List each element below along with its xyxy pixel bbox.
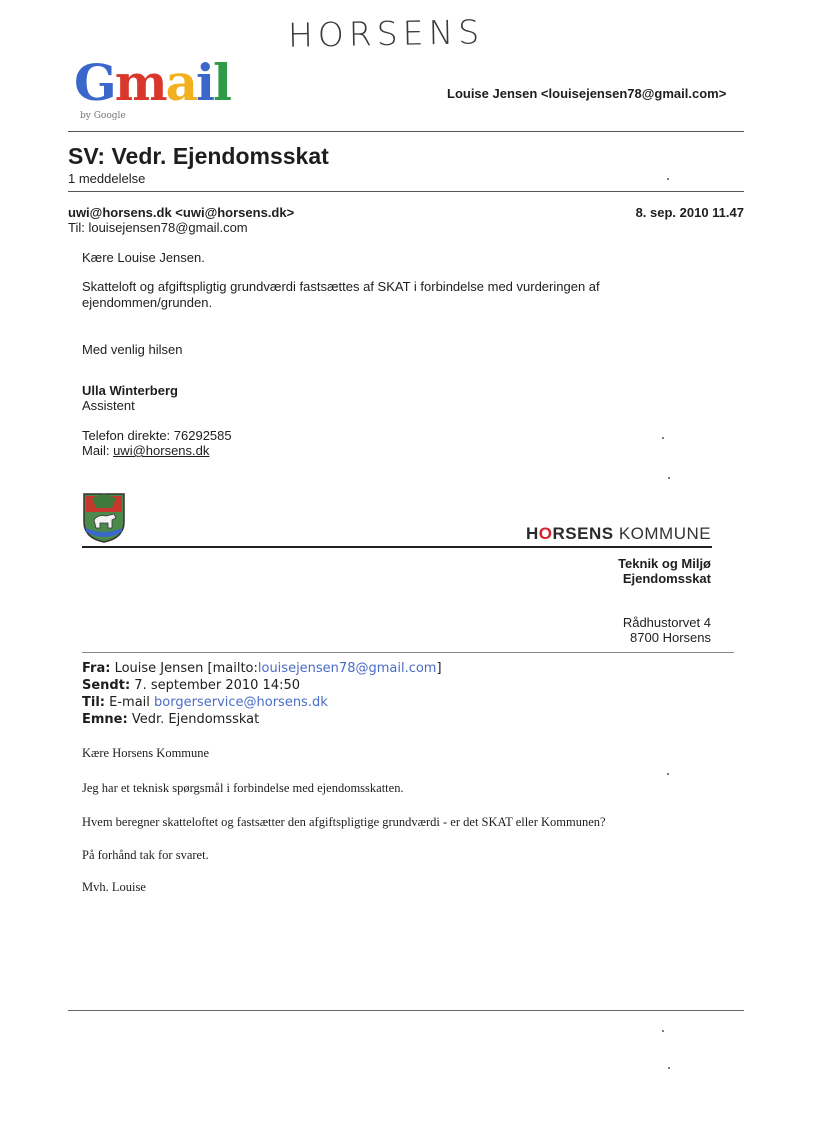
thread-subject: SV: Vedr. Ejendomsskat [68, 143, 329, 169]
gmail-letter-a: a [165, 53, 197, 112]
kommune-logo [526, 524, 711, 544]
quoted-from-row [82, 660, 442, 677]
scan-speck [668, 477, 670, 479]
recipient: Til: louisejensen78@gmail.com [68, 220, 248, 235]
quoted-sent-label: Sendt: [82, 678, 131, 693]
message-date: 8. sep. 2010 11.47 [635, 205, 744, 220]
gmail-letter-m: m [114, 53, 166, 112]
scan-speck [667, 178, 669, 180]
subject-divider [68, 191, 744, 192]
quoted-subject-row [82, 711, 442, 728]
quoted-to-row [82, 694, 442, 711]
gmail-letter-l: l [213, 53, 231, 112]
quote-divider [82, 652, 734, 653]
quoted-sent-value: 7. september 2010 14:50 [134, 678, 301, 693]
body-line-2: ejendommen/grunden. [82, 295, 213, 310]
signature-title: Assistent [82, 398, 135, 413]
mail-label: Mail: [82, 443, 110, 458]
scan-speck [668, 1067, 670, 1069]
kommune-name-h: H [526, 524, 539, 543]
quoted-greeting: Kære Horsens Kommune [82, 746, 210, 760]
sender: uwi@horsens.dk <uwi@horsens.dk> [68, 205, 295, 220]
kommune-word: KOMMUNE [618, 524, 712, 543]
kommune-divider [82, 546, 712, 548]
quoted-to-label: Til: [82, 695, 105, 710]
account-email: Louise Jensen <louisejensen78@gmail.com> [447, 86, 727, 101]
scan-speck [662, 437, 664, 439]
address-street: Rådhustorvet 4 [622, 615, 711, 630]
signature-mail-row [82, 443, 209, 459]
quoted-line-2: Hvem beregner skatteloftet og fastsætter den afgiftspligtige grundværdi - er det SKAT eller Kommunen? [82, 815, 606, 829]
scan-speck [662, 1030, 664, 1032]
gmail-letter-i: i [196, 53, 214, 112]
dept-teknik: Teknik og Miljø [618, 556, 711, 571]
signature-name: Ulla Winterberg [82, 383, 178, 398]
horsens-crest-icon [82, 492, 126, 544]
quoted-to-prefix: E-mail [109, 695, 150, 710]
quoted-from-end: ] [436, 661, 442, 676]
dept-ejendomsskat: Ejendomsskat [622, 571, 711, 586]
handwritten-annotation: HORSENS [287, 12, 485, 55]
address-city: 8700 Horsens [630, 630, 711, 645]
quoted-subject-label: Emne: [82, 712, 128, 727]
kommune-name-o: O [538, 524, 553, 543]
quoted-line-3: På forhånd tak for svaret. [82, 848, 209, 862]
quoted-header [82, 660, 442, 728]
closing: Med venlig hilsen [82, 342, 183, 357]
mail-link[interactable]: uwi@horsens.dk [113, 443, 210, 458]
quoted-line-1: Jeg har et teknisk spørgsmål i forbindelse med ejendomsskatten. [82, 781, 404, 795]
quoted-sent-row [82, 677, 442, 694]
body-line-1: Skatteloft og afgiftspligtig grundværdi fastsættes af SKAT i forbindelse med vurderingen af [82, 279, 600, 294]
gmail-letter-g: G [74, 53, 115, 112]
header-divider [68, 131, 744, 132]
quoted-subject-value: Vedr. Ejendomsskat [131, 712, 260, 727]
quoted-from-name: Louise Jensen [mailto: [114, 661, 258, 676]
scan-speck [667, 773, 669, 775]
gmail-bygoogle: by Google [80, 111, 126, 121]
quoted-to-email[interactable]: borgerservice@horsens.dk [154, 695, 328, 710]
quoted-from-label: Fra: [82, 661, 111, 676]
quoted-signoff: Mvh. Louise [82, 880, 146, 894]
footer-divider [68, 1010, 744, 1011]
quoted-from-email[interactable]: louisejensen78@gmail.com [257, 661, 437, 676]
greeting: Kære Louise Jensen. [82, 250, 205, 265]
kommune-name-rest: RSENS [552, 524, 614, 543]
signature-phone: Telefon direkte: 76292585 [82, 428, 232, 443]
message-count: 1 meddelelse [68, 171, 146, 186]
